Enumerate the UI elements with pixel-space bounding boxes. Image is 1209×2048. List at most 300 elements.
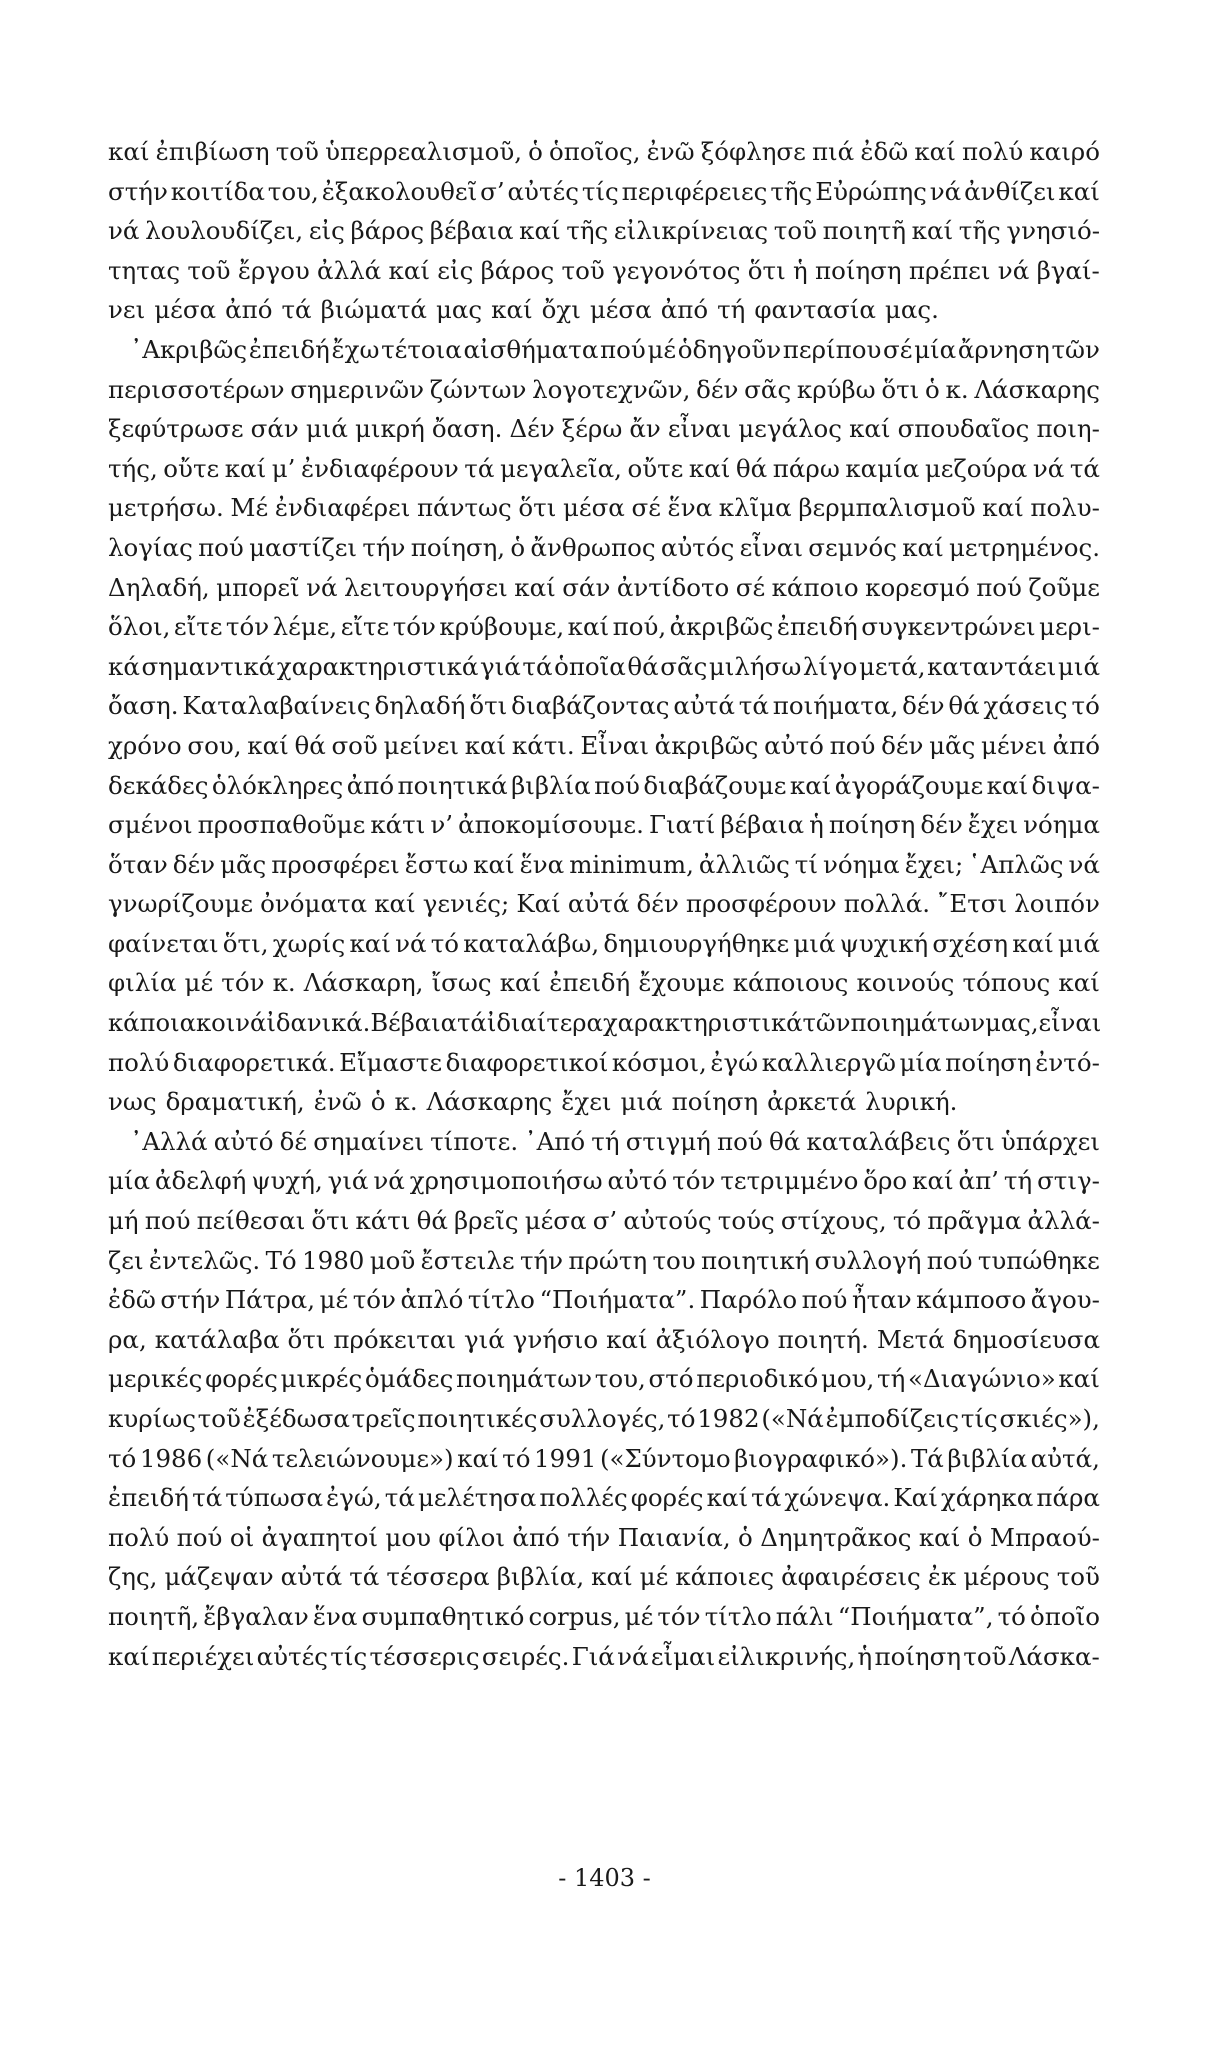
word: μ’ — [271, 453, 296, 483]
word: καί — [108, 137, 150, 166]
word: περίπου — [782, 334, 882, 364]
word: στό — [648, 1364, 694, 1394]
word: ἔχει — [561, 1087, 612, 1117]
word: 1980 — [302, 1245, 365, 1275]
word: πρώτη — [568, 1245, 648, 1275]
word: συλλογή — [814, 1245, 922, 1275]
word: Δέν — [509, 414, 555, 444]
word: δέν — [696, 374, 739, 404]
word: πρέπει — [908, 255, 991, 285]
word: σκιές»), — [999, 1404, 1100, 1433]
word: τήν — [567, 1522, 611, 1552]
word: ᾿Ακριβῶς — [130, 334, 248, 364]
word: μέ — [647, 334, 677, 364]
word: Μπραού- — [989, 1522, 1100, 1552]
word: “Ποιήματα”. — [539, 1285, 696, 1315]
word: πάρω — [772, 453, 840, 483]
word: ἀπ’ — [958, 1166, 999, 1196]
word: ἀκριβῶς — [669, 612, 774, 642]
word: καί — [491, 295, 533, 325]
word: διαβάζοντας — [511, 691, 670, 721]
word: γνήσιο — [512, 1324, 599, 1354]
word: νά — [108, 216, 140, 246]
word: σέ — [735, 572, 766, 602]
word: βάρος — [350, 216, 425, 246]
word: καί — [247, 730, 289, 760]
word: ἴσως — [431, 968, 492, 998]
word: συλλογές, — [539, 1404, 666, 1433]
word: κ. — [272, 968, 296, 998]
word: μου — [385, 1522, 431, 1552]
word: μιά — [620, 1087, 663, 1117]
text-line — [108, 568, 1100, 608]
word: μεγαλεῖα, — [499, 453, 622, 483]
word: τοῦ — [187, 255, 231, 285]
word: εἶναι — [739, 532, 803, 562]
word: ἐνδιαφέρει — [274, 493, 411, 523]
word: νά — [395, 928, 427, 958]
word: δημιουργήθηκε — [603, 928, 790, 958]
text-line — [108, 370, 1100, 410]
word: καί — [388, 255, 430, 285]
word: ποιημάτων — [850, 1008, 986, 1038]
word: μέ — [184, 968, 214, 998]
word: καί — [986, 770, 1029, 800]
word: τά — [522, 651, 553, 681]
word: κυρίως — [108, 1404, 196, 1433]
word: αὐτά — [280, 1562, 343, 1592]
word: χωρίς — [272, 928, 346, 958]
word: καλλιεργῶ — [761, 1047, 896, 1077]
word: αὐτές — [507, 176, 579, 206]
word: λυρική. — [865, 1087, 958, 1117]
word: 1991 — [534, 1443, 597, 1473]
text-line — [108, 251, 1100, 291]
word: ᾿Από — [524, 1126, 586, 1156]
word: ᾿Αλλά — [130, 1126, 208, 1156]
word: ὄαση. — [431, 414, 503, 444]
word: Δημητρᾶκος — [760, 1522, 912, 1552]
word: δεκάδες — [108, 770, 209, 800]
word: καί — [514, 572, 556, 602]
word: σειρές. — [481, 1641, 570, 1671]
text-line — [108, 1122, 1100, 1162]
word: τίς — [960, 1404, 998, 1433]
word: βέβαια — [429, 216, 514, 246]
text-line — [108, 805, 1100, 845]
word: οὔτε — [627, 453, 684, 483]
word: κόσμοι, — [611, 1047, 707, 1077]
word: ἔργου — [237, 255, 310, 285]
word: Μετά — [876, 1324, 945, 1354]
word: πού — [198, 532, 244, 562]
word: βγαί- — [1036, 255, 1100, 285]
word: βερμπαλισμοῦ — [798, 493, 976, 523]
word: ὄχι — [541, 295, 581, 325]
word: πού — [144, 1206, 191, 1236]
word: ἔβγαλαν — [203, 1601, 309, 1631]
word: ὑπερρεαλισμοῦ, — [325, 137, 523, 166]
word: κά — [108, 651, 140, 681]
word: χρόνο — [108, 730, 182, 760]
word: ὁποῖος, — [549, 137, 641, 166]
word: μᾶς — [929, 730, 976, 760]
word: τόν — [225, 612, 270, 642]
word: πού — [829, 730, 876, 760]
text-line — [108, 449, 1100, 489]
word: καί — [499, 968, 542, 998]
word: ρα, — [108, 1324, 147, 1354]
word: καιρό — [1029, 137, 1100, 166]
word: Καί — [516, 889, 561, 919]
word: πού — [926, 1245, 973, 1275]
word: αὐτός — [660, 532, 735, 562]
word: 1982 — [697, 1404, 760, 1433]
word: ἐξακολουθεῖ — [321, 176, 478, 206]
word: κρύβουμε, — [439, 612, 565, 642]
word: βιογραφικό»). — [734, 1443, 908, 1473]
word: σεμνός — [808, 532, 897, 562]
word: τετριμμένο — [720, 1166, 859, 1196]
word: ὑπάρχει — [1000, 1126, 1100, 1156]
word: τοῦ — [963, 1641, 1007, 1671]
word: ἄν — [629, 414, 661, 444]
word: ποίηση — [671, 1087, 759, 1117]
word: ὅτι — [747, 255, 786, 285]
word: νει — [108, 295, 146, 325]
word: νως — [108, 1087, 157, 1117]
word: γενιές; — [422, 889, 510, 919]
word: χαρακτηριστικά — [602, 1008, 803, 1038]
word: αὐτά, — [1030, 1443, 1100, 1473]
word: ὁποῖο — [1030, 1601, 1100, 1631]
word: καί — [902, 532, 944, 562]
word: καί — [591, 1562, 633, 1592]
word: βιβλία — [511, 770, 591, 800]
word: ποίηση — [828, 810, 916, 840]
text-line — [108, 1201, 1100, 1241]
word: πείθεσαι — [196, 1206, 306, 1236]
word: καί — [688, 453, 731, 483]
word: τίς — [330, 1641, 368, 1671]
word: corpus, — [528, 1601, 621, 1631]
word: Εἴμαστε — [339, 1047, 443, 1077]
word: τά — [281, 295, 312, 325]
word: σᾶς — [660, 651, 708, 681]
word: μιά — [1057, 651, 1100, 681]
word: πού, — [612, 612, 667, 642]
word: μας. — [884, 295, 939, 325]
word: μένει — [981, 730, 1047, 760]
word: ἐξέδωσα — [242, 1404, 350, 1433]
word: ν’ — [430, 810, 454, 840]
word: τόν — [392, 612, 436, 642]
word: ποίηση, — [410, 532, 506, 562]
word: σοῦ — [331, 730, 378, 760]
word: πιά — [811, 137, 855, 166]
word: περιφέρειες — [621, 176, 768, 206]
word: τελειώνουμε») — [271, 1443, 454, 1473]
word: ἀπό — [660, 295, 709, 325]
word: τήν — [519, 1245, 564, 1275]
word: minimum, — [569, 849, 694, 879]
word: μέ — [319, 1285, 349, 1315]
word: μας, — [985, 1008, 1039, 1038]
word: βέβαια — [720, 810, 805, 840]
word: ὅτι — [287, 1324, 326, 1354]
word: διαβάζουμε — [643, 770, 787, 800]
word: γιά — [480, 651, 521, 681]
text-line — [108, 726, 1100, 766]
word: καί — [914, 137, 956, 166]
word: καί — [108, 1641, 150, 1671]
word: πολλές — [539, 1483, 628, 1513]
text-line — [108, 1043, 1100, 1083]
word: ἐπιβίωση — [155, 137, 270, 166]
text-line — [108, 647, 1100, 687]
word: φορές — [630, 1483, 704, 1513]
word: μία — [914, 334, 957, 364]
word: πού — [801, 1285, 848, 1315]
word: αὐτό — [213, 1126, 274, 1156]
word: ἀνθίζει — [964, 176, 1056, 206]
word: ποίηση — [945, 1047, 1032, 1077]
word: λογίας — [108, 532, 193, 562]
word: πολλά. — [843, 889, 931, 919]
word: τοῦ — [275, 137, 319, 166]
word: φορές — [205, 1364, 278, 1394]
word: δημοσίευσα — [952, 1324, 1100, 1354]
word: χαρακτηριστικά — [276, 651, 479, 681]
word: βιβλία, — [496, 1562, 585, 1592]
word: ψυχή, — [251, 1166, 323, 1196]
word: Λάσκαρη, — [303, 968, 424, 998]
word: τῆς — [566, 216, 609, 246]
word: μερικές — [108, 1364, 203, 1394]
word: ἐνῶ — [646, 137, 695, 166]
word: καταλάβω, — [463, 928, 600, 958]
word: τά — [349, 1562, 380, 1592]
word: κοινούς — [856, 968, 955, 998]
word: ὄαση. — [108, 691, 179, 721]
text-line — [108, 1518, 1100, 1558]
word: ὁμάδες — [364, 1364, 454, 1394]
word: αὐτό — [607, 1166, 668, 1196]
word: μελέτησα — [417, 1483, 537, 1513]
paragraph — [108, 330, 1100, 1122]
word: μετρήσω. — [108, 493, 224, 523]
text-line — [108, 1280, 1100, 1320]
word: βάρος — [480, 255, 555, 285]
word: σέ — [883, 334, 913, 364]
word: τή — [591, 1126, 620, 1156]
word: ἐπειδή — [776, 612, 858, 642]
word: γεγονότος — [612, 255, 741, 285]
word: μέ — [624, 1601, 654, 1631]
word: ὅτι — [518, 493, 557, 523]
word: τής, — [108, 453, 158, 483]
word: γιά — [327, 1166, 369, 1196]
word: ἔχω — [331, 334, 380, 364]
word: μπορεῖ — [216, 572, 300, 602]
word: τά — [464, 453, 495, 483]
word: τέσσερις — [369, 1641, 480, 1671]
text-line — [108, 528, 1100, 568]
word: μέρους — [963, 1562, 1050, 1592]
word: τέτοια — [381, 334, 462, 364]
word: μετρημένος. — [948, 532, 1100, 562]
word: τό — [997, 1601, 1026, 1631]
word: διψα- — [1031, 770, 1100, 800]
word: ζοῦμε — [1028, 572, 1100, 602]
word: Παρόλο — [699, 1285, 798, 1315]
word: τοῦ — [1056, 1562, 1100, 1592]
word: γνωρίζουμε — [108, 889, 254, 919]
word: Τά — [910, 1443, 944, 1473]
word: δέν — [881, 730, 924, 760]
word: φιλία — [108, 968, 177, 998]
text-line — [108, 1161, 1100, 1201]
word: αἰσθήματα — [463, 334, 599, 364]
word: τόν — [221, 968, 265, 998]
word: ἀκριβῶς — [654, 730, 759, 760]
word: ἄρνηση — [957, 334, 1050, 364]
word: δηλαδή — [374, 691, 466, 721]
word: ὁ — [738, 1522, 753, 1552]
word: τίτλο — [704, 1601, 772, 1631]
word: τρεῖς — [351, 1404, 416, 1433]
word: σ’ — [592, 1206, 618, 1236]
word: ὅτι — [881, 374, 920, 404]
word: τοῦ — [561, 255, 605, 285]
word: ῎Ετσι — [937, 889, 1008, 919]
word: γνησιό- — [1006, 216, 1100, 246]
word: δέν — [920, 810, 963, 840]
word: ὁ — [510, 532, 526, 562]
word: τοῦ — [197, 1404, 241, 1433]
paragraph — [108, 1122, 1100, 1676]
word: ἀγαπητοί — [261, 1522, 378, 1552]
word: ἔχει; — [904, 849, 964, 879]
word: κάτι — [355, 1206, 411, 1236]
word: νά — [617, 1641, 649, 1671]
word: τίτλο — [467, 1285, 535, 1315]
word: τόν — [657, 1601, 701, 1631]
word: μείνει — [383, 730, 459, 760]
word: «Διαγώνιο» — [907, 1364, 1056, 1394]
word: ποιητική — [701, 1245, 810, 1275]
text-line — [108, 1557, 1100, 1597]
word: καί — [706, 1483, 749, 1513]
word: σημαντικά — [141, 651, 276, 681]
word: στίχους, — [780, 1206, 887, 1236]
word: ὅρο — [863, 1166, 908, 1196]
text-line — [108, 924, 1100, 964]
word: κρύβω — [796, 374, 876, 404]
text-line — [108, 1399, 1100, 1439]
word: μέσα — [562, 493, 625, 523]
word: φίλοι — [438, 1522, 506, 1552]
word: τά — [457, 1008, 487, 1038]
word: ἔστω — [404, 849, 469, 879]
word: ἐντελῶς. — [148, 1245, 261, 1275]
word: προσπαθοῦμε — [197, 810, 366, 840]
text-line — [108, 1320, 1100, 1360]
word: μεγάλος — [738, 414, 843, 444]
word: τή — [717, 295, 746, 325]
word: ὁ — [925, 374, 940, 404]
word: ῾Απλῶς — [968, 849, 1064, 879]
word: κ. — [945, 374, 969, 404]
word: τό — [108, 1443, 137, 1473]
word: σχέση — [932, 928, 1009, 958]
word: δέν — [636, 889, 679, 919]
word: λοιπόν — [1014, 889, 1100, 919]
word: μάζεψαν — [164, 1562, 274, 1592]
word: Εὐρώπης — [815, 176, 927, 206]
word: ποιητικές — [417, 1404, 538, 1433]
word: ἔστειλε — [420, 1245, 515, 1275]
word: κ. — [394, 1087, 418, 1117]
word: στιγ- — [1037, 1166, 1100, 1196]
word: μέσα — [524, 1206, 587, 1236]
word: του, — [267, 176, 319, 206]
word: ἁπλό — [400, 1285, 464, 1315]
word: ἡ — [793, 255, 808, 285]
word: θά — [627, 651, 659, 681]
word: περιέχει — [151, 1641, 255, 1671]
word: εἰς — [437, 255, 474, 285]
word: κοινά — [195, 1008, 267, 1038]
word: τητας — [108, 255, 181, 285]
word: ἀποκομίσουμε. — [458, 810, 644, 840]
text-line — [108, 1241, 1100, 1281]
text-line — [108, 290, 1100, 330]
word: ὁλόκληρες — [211, 770, 344, 800]
word: εἴτε — [173, 612, 223, 642]
word: εἰλικρινής, — [717, 1641, 856, 1671]
word: αὐτές — [256, 1641, 329, 1671]
word: ὅτι — [311, 1206, 350, 1236]
word: μιά — [305, 414, 348, 444]
word: ξόφλησε — [700, 137, 806, 166]
word: σπουδαῖος — [897, 414, 1030, 444]
word: ἀλλά- — [1027, 1206, 1100, 1236]
word: καί — [1058, 176, 1100, 206]
text-line — [108, 1359, 1100, 1399]
word: δραματική, — [165, 1087, 305, 1117]
word: καί — [849, 414, 891, 444]
word: τήν — [362, 532, 406, 562]
word: κλῖμα — [718, 493, 792, 523]
word: ἕνα — [519, 849, 565, 879]
word: μας — [435, 295, 483, 325]
word: ὅτι — [469, 691, 508, 721]
word: χάσεις — [983, 691, 1068, 721]
word: βιβλία — [947, 1443, 1028, 1473]
word: λίγο — [802, 651, 858, 681]
word: καί — [982, 493, 1024, 523]
word: κάποιες — [675, 1562, 775, 1592]
word: τά — [738, 691, 769, 721]
word: ἀπό — [346, 770, 395, 800]
word: αὐτούς — [623, 1206, 712, 1236]
word: μοῦ — [369, 1245, 416, 1275]
word: τό — [667, 1404, 696, 1433]
word: καί — [911, 216, 954, 246]
word: καί — [349, 928, 391, 958]
text-line — [108, 686, 1100, 726]
